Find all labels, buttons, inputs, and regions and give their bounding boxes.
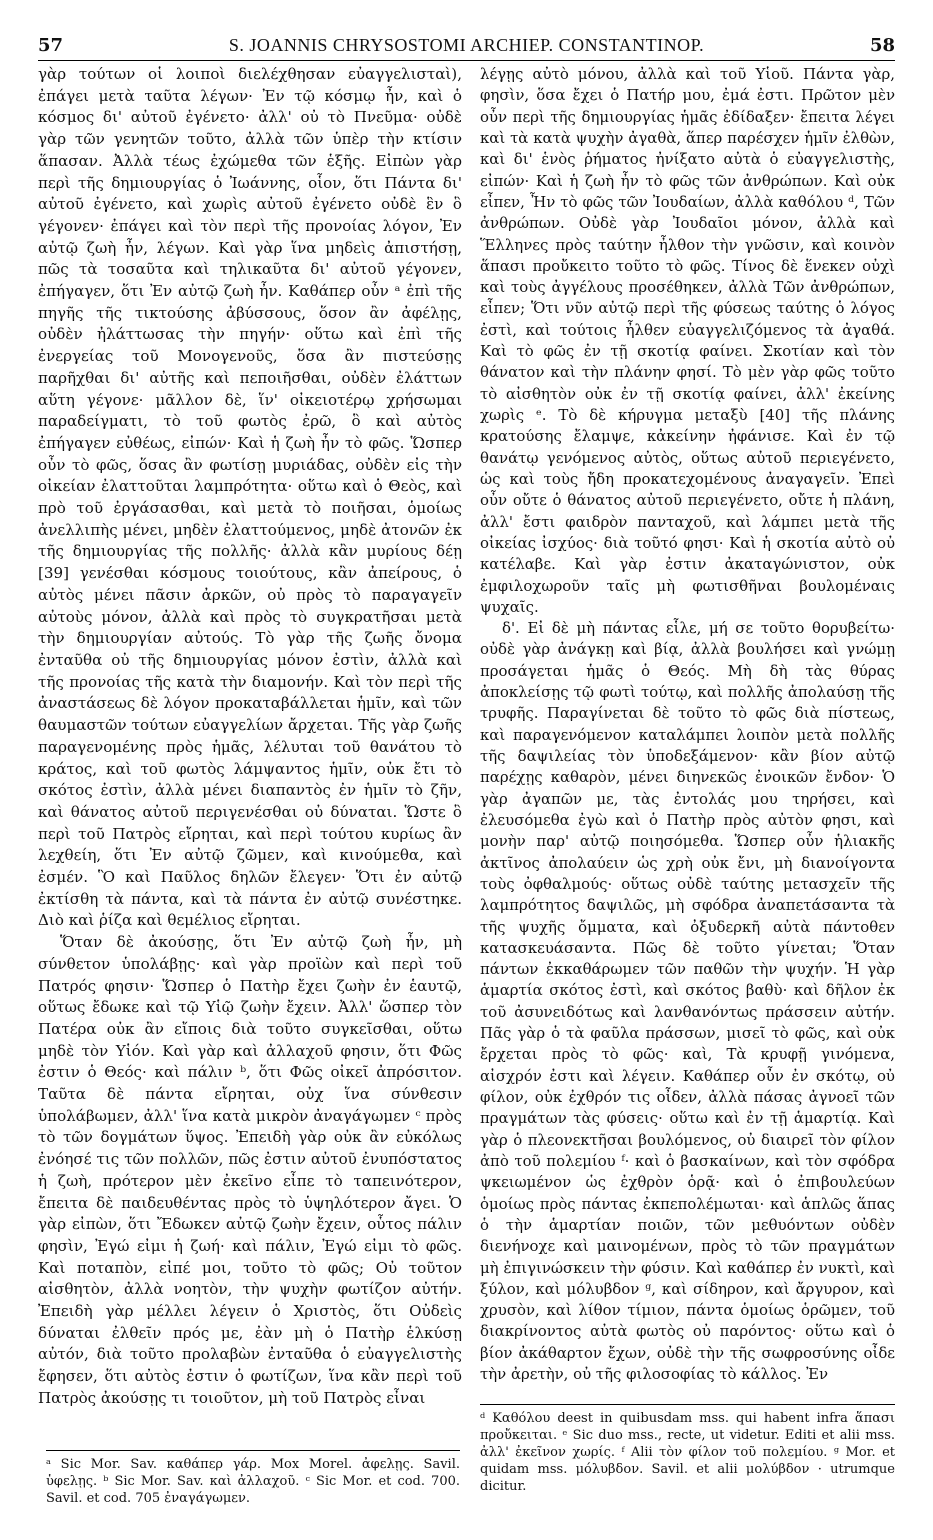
footnotes-right <box>480 1410 895 1495</box>
page-number-right: 58 <box>869 35 895 56</box>
right-paragraph-2: δ'. Εἰ δὲ μὴ πάντας εἷλε, μή σε τοῦτο θορυβείτω· οὐδὲ γὰρ ἀνάγκῃ καὶ βίᾳ, ἀλλὰ βουλήσει καὶ γνώμῃ προσάγεται ἡμᾶς ὁ Θεός. Μὴ δὴ τὰς θύρας ἀποκλείσῃς τῷ φωτὶ τούτῳ, καὶ πολλῆς ἀπολαύσῃ τῆς τρυφῆς. Παραγίνεται δὲ τοῦτο τὸ φῶς διὰ πίστεως, καὶ παραγενόμενον καταλάμπει λοιπὸν μετὰ πολλῆς τῆς δαψιλείας τὸν ὑποδεξάμενον· κἂν βίον αὐτῷ παρέχῃς καθαρὸν, μένει διηνεκῶς ἐνοικῶν ἔνδον· Ὁ γὰρ ἀγαπῶν με, τὰς ἐντολάς μου τηρήσει, καὶ ἐλευσόμεθα ἐγὼ καὶ ὁ Πατὴρ πρὸς αὐτὸν φησι, καὶ μονὴν παρ' αὐτῷ ποιησόμεθα. Ὥσπερ οὖν ἡλιακῆς ἀκτῖνος ἀπολαύειν ὡς χρὴ οὐκ ἔνι, μὴ διανοίγοντα τοὺς ὀφθαλμούς· οὕτως οὐδὲ ταύτης μετασχεῖν τῆς λαμπρότητος δαψιλῶς, μὴ σφόδρα ἀναπετάσαντα τὰ τῆς ψυχῆς ὄμματα, καὶ ὀξυδερκῆ αὐτὰ πάντοθεν κατασκευάσαντα. Πῶς δὲ τοῦτο γίνεται; Ὅταν πάντων ἐκκαθάρωμεν τῶν παθῶν τὴν ψυχήν. Ἡ γὰρ ἁμαρτία σκότος ἐστὶ, καὶ σκότος βαθὺ· καὶ δῆλον ἐκ τοῦ ἀσυνειδότως καὶ λανθανόντως πράσσειν αὐτήν. Πᾶς γὰρ ὁ τὰ φαῦλα πράσσων, μισεῖ τὸ φῶς, καὶ οὐκ ἔρχεται πρὸς τὸ φῶς· καὶ, Τὰ κρυφῇ γινόμενα, αἰσχρόν ἐστι καὶ λέγειν. Καθάπερ οὖν ἐν σκότῳ, οὐ φίλον, οὐκ ἐχθρόν τις οἶδεν, ἀλλὰ πάσας ἀγνοεῖ τῶν πραγμάτων τὰς φύσεις· οὕτω καὶ ἐν τῇ ἁμαρτίᾳ. Καὶ γὰρ ὁ πλεονεκτῆσαι βουλόμενος, οὐ διαιρεῖ τὸν φίλον ἀπὸ τοῦ πολεμίου ᶠ· καὶ ὁ βασκαίνων, καὶ τὸν σφόδρα ψκειωμένον ὡς ἐχθρὸν ὁρᾷ· καὶ ὁ ἐπιβουλεύων ὁμοίως πρὸς πάντας ἐκπεπολέμωται· καὶ ἁπλῶς ἅπας ὁ τὴν ἁμαρτίαν ποιῶν, τῶν μεθυόντων οὐδὲν διενήνοχε καὶ μαινομένων, πρὸς τὸ τῶν πραγμάτων μὴ ἐπιγινώσκειν τὴν φύσιν. Καὶ καθάπερ ἐν νυκτὶ, καὶ ξύλον, καὶ μόλυβδον ᵍ, καὶ σίδηρον, καὶ ἄργυρον, καὶ χρυσὸν, καὶ λίθον τίμιον, πάντα ὁμοίως ὁρῶμεν, τοῦ διακρίνοντος αὐτὰ φωτὸς οὐ παρόντος· οὕτω καὶ ὁ βίον ἀκάθαρτον ἔχων, οὐδὲ τὴν τῆς σωφροσύνης οἶδε τὴν ἀρετὴν, οὐ τῆς φιλοσοφίας τὸ κάλλος. Ἐν <box>480 619 895 1384</box>
page-number-left: 57 <box>38 35 64 56</box>
footnote-rule-left <box>46 1450 460 1451</box>
footnote-text-right: ᵈ Καθόλου deest in quibusdam mss. qui habent infra ἅπασι προὔκειται. ᵉ Sic duo mss., recte, ut videtur. Editi et alii mss. ἀλλ' ἐκεῖνον χωρίς. ᶠ Alii τὸν φίλον τοῦ πολεμίου. ᵍ Mor. et quidam mss. μόλυβδον. Savil. et alii μολύβδον · utrumque dicitur. <box>480 1411 895 1494</box>
footnotes-left <box>46 1456 460 1507</box>
footnote-text-left: ᵃ Sic Mor. Sav. καθάπερ γάρ. Mox Morel. ἀφελῃς. Savil. ὑφελῃς. ᵇ Sic Mor. Sav. καὶ ἀλλαχοῦ. ᶜ Sic Mor. et cod. 700. Savil. et cod. 705 ἐναγάγωμεν. <box>46 1457 460 1506</box>
left-paragraph-2: Ὅταν δὲ ἀκούσῃς, ὅτι Ἐν αὐτῷ ζωὴ ἦν, μὴ σύνθετον ὑπολάβῃς· καὶ γὰρ προϊὼν καὶ περὶ τοῦ Πατρός φησιν· Ὥσπερ ὁ Πατὴρ ἔχει ζωὴν ἐν ἑαυτῷ, οὕτως ἔδωκε καὶ τῷ Υἱῷ ζωὴν ἔχειν. Ἀλλ' ὥσπερ τὸν Πατέρα οὐκ ἂν εἴποις διὰ τοῦτο συγκεῖσθαι, οὕτω μηδὲ τὸν Υἱόν. Καὶ γὰρ καὶ ἀλλαχοῦ φησιν, ὅτι Φῶς ἐστιν ὁ Θεός· καὶ πάλιν ᵇ, ὅτι Φῶς οἰκεῖ ἀπρόσιτον. Ταῦτα δὲ πάντα εἴρηται, οὐχ ἵνα σύνθεσιν ὑπολάβωμεν, ἀλλ' ἵνα κατὰ μικρὸν ἀναγάγωμεν ᶜ πρὸς τὸ τῶν δογμάτων ὕψος. Ἐπειδὴ γὰρ οὐκ ἂν εὐκόλως ἐνόησέ τις τῶν πολλῶν, πῶς ἐστιν αὐτοῦ ἐνυπόστατος ἡ ζωὴ, πρότερον μὲν ἐκεῖνο εἶπε τὸ ταπεινότερον, ἔπειτα δὲ παιδευθέντας πρὸς τὸ ὑψηλότερον ἄγει. Ὁ γὰρ εἰπὼν, ὅτι Ἔδωκεν αὐτῷ ζωὴν ἔχειν, οὗτος πάλιν φησὶν, Ἐγώ εἰμι ἡ ζωή· καὶ πάλιν, Ἐγώ εἰμι τὸ φῶς. Καὶ ποταπὸν, εἰπέ μοι, τοῦτο τὸ φῶς; Οὐ τοῦτον αἰσθητὸν, ἀλλὰ νοητὸν, τὴν ψυχὴν φωτίζον αὐτήν. Ἐπειδὴ γὰρ μέλλει λέγειν ὁ Χριστὸς, ὅτι Οὐδεὶς δύναται ἐλθεῖν πρός με, ἐὰν μὴ ὁ Πατὴρ ἑλκύσῃ αὐτόν, διὰ τοῦτο προλαβὼν ἐνταῦθα ὁ εὐαγγελιστὴς ἔφησεν, ὅτι αὐτὸς ἐστιν ὁ φωτίζων, ἵνα κἂν περὶ τοῦ Πατρὸς ἀκούσῃς τι τοιοῦτον, μὴ τοῦ Πατρὸς εἶναι <box>38 933 462 1407</box>
right-column <box>480 64 895 1385</box>
left-paragraph-1: γὰρ τούτων οἱ λοιποὶ διελέχθησαν εὐαγγελισταὶ), ἐπάγει μετὰ ταῦτα λέγων· Ἐν τῷ κόσμῳ ἦν, καὶ ὁ κόσμος δι' αὐτοῦ ἐγένετο· ἀλλ' οὐ τὸ Πνεῦμα· οὐδὲ γὰρ τῶν γενητῶν τοῦτο, ἀλλὰ τῶν ὑπὲρ τὴν κτίσιν ἅπασαν. Ἀλλὰ τέως ἐχώμεθα τῶν ἑξῆς. Εἰπὼν γὰρ περὶ τῆς δημιουργίας ὁ Ἰωάννης, οἷον, ὅτι Πάντα δι' αὐτοῦ ἐγένετο, καὶ χωρὶς αὐτοῦ ἐγένετο οὐδὲ ἓν ὃ γέγονεν· ἐπάγει καὶ τὸν περὶ τῆς προνοίας λόγον, Ἐν αὐτῷ ζωὴ ἦν, λέγων. Καὶ γὰρ ἵνα μηδεὶς ἀπιστήσῃ, πῶς τὰ τοσαῦτα καὶ τηλικαῦτα δι' αὐτοῦ γέγονεν, ἐπήγαγεν, ὅτι Ἐν αὐτῷ ζωὴ ἦν. Καθάπερ οὖν ᵃ ἐπὶ τῆς πηγῆς τῆς τικτούσης ἀβύσσους, ὅσον ἂν ἀφέλῃς, οὐδὲν ἠλάττωσας τὴν πηγήν· οὕτω καὶ ἐπὶ τῆς ἐνεργείας τοῦ Μονογενοῦς, ὅσα ἂν πιστεύσῃς παρῆχθαι δι' αὐτῆς καὶ πεποιῆσθαι, οὐδὲν ἐλάττων αὕτη γέγονε· μᾶλλον δὲ, ἵν' οἰκειοτέρῳ χρήσωμαι παραδείγματι, τὸ τοῦ φωτὸς ἐρῶ, ὃ καὶ αὐτὸς ἐπήγαγεν εὐθέως, εἰπών· Καὶ ἡ ζωὴ ἦν τὸ φῶς. Ὥσπερ οὖν τὸ φῶς, ὅσας ἂν φωτίσῃ μυριάδας, οὐδὲν εἰς τὴν οἰκείαν ἐλαττοῦται λαμπρότητα· οὕτω καὶ ὁ Θεὸς, καὶ πρὸ τοῦ ἐργάσασθαι, καὶ μετὰ τὸ ποιῆσαι, ὁμοίως ἀνελλιπὴς μένει, μηδὲν ἐλαττούμενος, μηδὲ ἀτονῶν ἐκ τῆς δημιουργίας τῆς πολλῆς· ἀλλὰ κἂν μυρίους δέῃ [39] γενέσθαι κόσμους τοιούτους, κἂν ἀπείρους, ὁ αὐτὸς μένει πᾶσιν ἀρκῶν, οὐ πρὸς τὸ παραγαγεῖν αὐτοὺς μόνον, ἀλλὰ καὶ πρὸς τὸ συγκρατῆσαι μετὰ τὴν δημιουργίαν αὐτούς. Τὸ γὰρ τῆς ζωῆς ὄνομα ἐνταῦθα οὐ τῆς δημιουργίας μόνον ἐστὶν, ἀλλὰ καὶ τῆς προνοίας τῆς κατὰ τὴν διαμονήν. Καὶ τὸν περὶ τῆς ἀναστάσεως δὲ λόγον προκαταβάλλεται ἡμῖν, καὶ τῶν θαυμαστῶν τούτων εὐαγγελίων ἄρχεται. Τῆς γὰρ ζωῆς παραγενομένης πρὸς ἡμᾶς, λέλυται τοῦ θανάτου τὸ κράτος, καὶ τοῦ φωτὸς λάμψαντος ἡμῖν, οὐκ ἔτι τὸ σκότος ἐστὶν, ἀλλὰ μένει διαπαντὸς ἐν ἡμῖν τὸ ζῆν, καὶ θάνατος αὐτοῦ περιγενέσθαι οὐ δύναται. Ὥστε ὃ περὶ τοῦ Πατρὸς εἴρηται, καὶ περὶ τούτου κυρίως ἂν λεχθείη, ὅτι Ἐν αὐτῷ ζῶμεν, καὶ κινούμεθα, καὶ ἐσμέν. Ὃ καὶ Παῦλος δηλῶν ἔλεγεν· Ὅτι ἐν αὐτῷ ἐκτίσθη τὰ πάντα, καὶ τὰ πάντα ἐν αὐτῷ συνέστηκε. Διὸ καὶ ῥίζα καὶ θεμέλιος εἴρηται. <box>38 65 462 930</box>
right-paragraph-1: λέγῃς αὐτὸ μόνου, ἀλλὰ καὶ τοῦ Υἱοῦ. Πάντα γὰρ, φησὶν, ὅσα ἔχει ὁ Πατήρ μου, ἐμά ἐστι. Πρῶτον μὲν οὖν περὶ τῆς δημιουργίας ἡμᾶς ἐδίδαξεν· ἔπειτα λέγει καὶ τὰ κατὰ ψυχὴν ἀγαθὰ, ἅπερ παρέσχεν ἡμῖν ἐλθὼν, καὶ δι' ἑνὸς ῥήματος ἠνίξατο αὐτὰ ὁ εὐαγγελιστὴς, εἰπών· Καὶ ἡ ζωὴ ἦν τὸ φῶς τῶν ἀνθρώπων. Καὶ οὐκ εἶπεν, Ἦν τὸ φῶς τῶν Ἰουδαίων, ἀλλὰ καθόλου ᵈ, Τῶν ἀνθρώπων. Οὐδὲ γὰρ Ἰουδαῖοι μόνον, ἀλλὰ καὶ Ἕλληνες πρὸς ταύτην ἦλθον τὴν γνῶσιν, καὶ κοινὸν ἅπασι προὔκειτο τοῦτο τὸ φῶς. Τίνος δὲ ἕνεκεν οὐχὶ καὶ τοὺς ἀγγέλους προσέθηκεν, ἀλλὰ Τῶν ἀνθρώπων, εἶπεν; Ὅτι νῦν αὐτῷ περὶ τῆς φύσεως ταύτης ὁ λόγος ἐστὶ, καὶ τούτοις ἦλθεν εὐαγγελιζόμενος τὰ ἀγαθά. Καὶ τὸ φῶς ἐν τῇ σκοτίᾳ φαίνει. Σκοτίαν καὶ τὸν θάνατον καὶ τὴν πλάνην φησί. Τὸ μὲν γὰρ φῶς τοῦτο τὸ αἰσθητὸν οὐκ ἐν τῇ σκοτίᾳ φαίνει, ἀλλ' ἐκείνης χωρὶς ᵉ. Τὸ δὲ κήρυγμα μεταξὺ [40] τῆς πλάνης κρατούσης ἔλαμψε, κἀκείνην ἠφάνισε. Καὶ ἐν τῷ θανάτῳ γενόμενος αὐτὸς, οὕτως αὐτοῦ περιεγένετο, ὡς καὶ τοὺς ἤδη προκατεχομένους ἀναγαγεῖν. Ἐπεὶ οὖν οὔτε ὁ θάνατος αὐτοῦ περιεγένετο, οὔτε ἡ πλάνη, ἀλλ' ἔστι φαιδρὸν πανταχοῦ, καὶ λάμπει μετὰ τῆς οἰκείας ἰσχύος· διὰ τοῦτό φησι· Καὶ ἡ σκοτία αὐτὸ οὐ κατέλαβε. Καὶ γὰρ ἐστιν ἀκαταγώνιστον, οὐκ ἐμφιλοχωροῦν ταῖς μὴ φωτισθῆναι βουλομέναις ψυχαῖς. <box>480 65 895 616</box>
footnote-rule-right <box>480 1404 895 1405</box>
page-header <box>38 22 895 61</box>
running-title: S. JOANNIS CHRYSOSTOMI ARCHIEP. CONSTANTINOP. <box>228 35 705 55</box>
left-column <box>38 64 462 1410</box>
